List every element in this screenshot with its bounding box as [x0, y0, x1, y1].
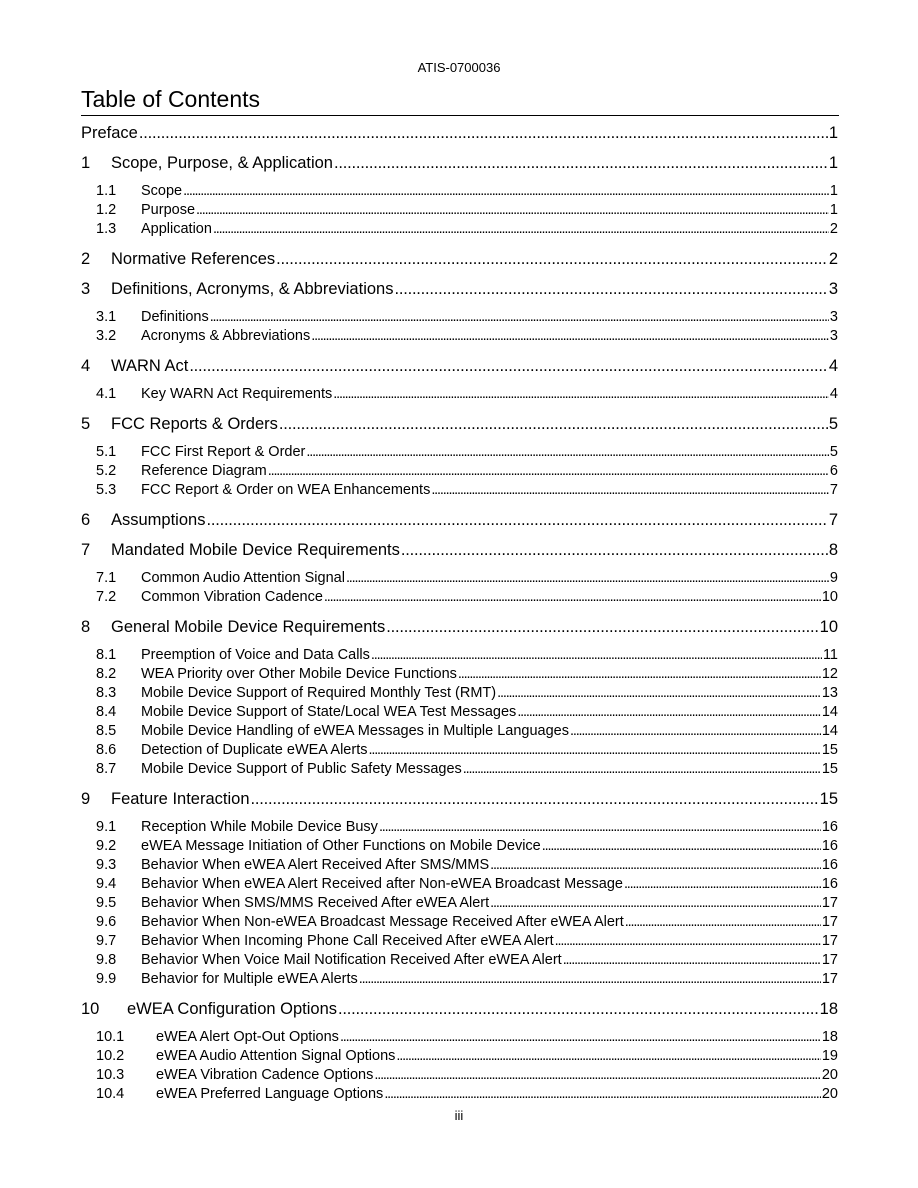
- toc-entry-title: WEA Priority over Other Mobile Device Functions: [141, 666, 457, 682]
- dot-leader: [268, 463, 829, 479]
- dot-leader: [371, 647, 822, 663]
- toc-subsection-entry[interactable]: [81, 221, 838, 240]
- toc-entry-page-number: 1: [829, 202, 838, 218]
- toc-section-entry[interactable]: [81, 250, 838, 272]
- page-number-footer: iii: [454, 1108, 464, 1123]
- toc-subsection-entry[interactable]: [81, 386, 838, 405]
- toc-entry-page-number: 16: [821, 819, 838, 835]
- toc-entry-title: eWEA Audio Attention Signal Options: [156, 1048, 396, 1064]
- toc-entry-title: Detection of Duplicate eWEA Alerts: [141, 742, 368, 758]
- toc-subsection-entry[interactable]: [81, 704, 838, 723]
- toc-entry-number: 3.1: [96, 309, 117, 325]
- toc-entry-page-number: 3: [828, 280, 838, 298]
- toc-entry-number: 8.7: [96, 761, 117, 777]
- dot-leader: [279, 415, 828, 434]
- toc-entry-number: 9.8: [96, 952, 117, 968]
- toc-entry-number: 5.3: [96, 482, 117, 498]
- dot-leader: [379, 819, 821, 835]
- dot-leader: [497, 685, 821, 701]
- document-id-header: ATIS-0700036: [417, 60, 501, 75]
- toc-entry-title: eWEA Vibration Cadence Options: [156, 1067, 374, 1083]
- toc-subsection-entry[interactable]: [81, 742, 838, 761]
- dot-leader: [334, 154, 828, 173]
- dot-leader: [374, 1067, 821, 1083]
- toc-entry-page-number: 14: [821, 704, 838, 720]
- dot-leader: [276, 250, 828, 269]
- dot-leader: [359, 971, 821, 987]
- toc-entry-number: 9.2: [96, 838, 117, 854]
- toc-subsection-entry[interactable]: [81, 857, 838, 876]
- toc-entry-title: Common Vibration Cadence: [141, 589, 323, 605]
- toc-entry-page-number: 13: [821, 685, 838, 701]
- toc-subsection-entry[interactable]: [81, 819, 838, 838]
- toc-entry-page-number: 18: [821, 1029, 838, 1045]
- toc-subsection-entry[interactable]: [81, 463, 838, 482]
- toc-entry-number: 9.5: [96, 895, 117, 911]
- toc-entry-page-number: 11: [822, 647, 838, 663]
- toc-section-entry[interactable]: [81, 357, 838, 379]
- dot-leader: [490, 857, 821, 873]
- toc-entry-page-number: 1: [828, 154, 838, 172]
- toc-section-entry[interactable]: [81, 618, 838, 640]
- toc-entry-title: Definitions: [141, 309, 209, 325]
- toc-entry-number: 9.6: [96, 914, 117, 930]
- toc-entry-page-number: 10: [819, 618, 838, 636]
- toc-subsection-entry[interactable]: [81, 1029, 838, 1048]
- toc-entry-number: 3: [81, 280, 91, 298]
- toc-entry-number: 5: [81, 415, 91, 433]
- dot-leader: [196, 202, 829, 218]
- toc-entry-page-number: 12: [821, 666, 838, 682]
- toc-entry-title: Preface: [81, 124, 138, 142]
- toc-entry-title: Behavior When Non-eWEA Broadcast Message Received After eWEA Alert: [141, 914, 624, 930]
- toc-entry-page-number: 8: [828, 541, 838, 559]
- toc-subsection-entry[interactable]: [81, 933, 838, 952]
- toc-entry-page-number: 15: [821, 761, 838, 777]
- toc-entry-number: 5.2: [96, 463, 117, 479]
- toc-subsection-entry[interactable]: [81, 482, 838, 501]
- toc-entry-number: 9.9: [96, 971, 117, 987]
- toc-entry-page-number: 7: [828, 511, 838, 529]
- dot-leader: [624, 876, 821, 892]
- toc-entry-title: Mobile Device Support of State/Local WEA Test Messages: [141, 704, 517, 720]
- dot-leader: [386, 618, 818, 637]
- toc-entry-title: General Mobile Device Requirements: [111, 618, 386, 636]
- toc-entry-number: 6: [81, 511, 91, 529]
- toc-entry-title: eWEA Alert Opt-Out Options: [156, 1029, 339, 1045]
- toc-entry-page-number: 19: [821, 1048, 838, 1064]
- dot-leader: [139, 124, 828, 143]
- toc-entry-page-number: 10: [821, 589, 838, 605]
- toc-entry-title: Preemption of Voice and Data Calls: [141, 647, 370, 663]
- dot-leader: [555, 933, 821, 949]
- toc-entry-title: Behavior When eWEA Alert Received after Non-eWEA Broadcast Message: [141, 876, 623, 892]
- toc-entry-title: eWEA Message Initiation of Other Functions on Mobile Device: [141, 838, 541, 854]
- toc-subsection-entry[interactable]: [81, 183, 838, 202]
- toc-entry-page-number: 14: [821, 723, 838, 739]
- toc-subsection-entry[interactable]: [81, 570, 838, 589]
- toc-entry-number: 3.2: [96, 328, 117, 344]
- toc-subsection-entry[interactable]: [81, 685, 838, 704]
- toc-entry-page-number: 17: [821, 933, 838, 949]
- toc-entry-page-number: 9: [829, 570, 838, 586]
- toc-subsection-entry[interactable]: [81, 761, 838, 780]
- toc-entry-number: 1.2: [96, 202, 117, 218]
- dot-leader: [431, 482, 829, 498]
- toc-section-entry[interactable]: [81, 415, 838, 437]
- dot-leader: [311, 328, 829, 344]
- toc-entry-title: eWEA Preferred Language Options: [156, 1086, 384, 1102]
- toc-section-entry[interactable]: [81, 541, 838, 563]
- toc-entry-title: Purpose: [141, 202, 196, 218]
- toc-entry-title: eWEA Configuration Options: [127, 1000, 338, 1018]
- toc-entry-number: 8.5: [96, 723, 117, 739]
- dot-leader: [306, 444, 829, 460]
- toc-entry-page-number: 17: [821, 971, 838, 987]
- toc-entry-title: Mobile Device Support of Public Safety Messages: [141, 761, 462, 777]
- dot-leader: [324, 589, 821, 605]
- toc-entry-number: 1.1: [96, 183, 117, 199]
- toc-subsection-entry[interactable]: [81, 444, 838, 463]
- dot-leader: [563, 952, 821, 968]
- toc-entry-number: 10: [81, 1000, 100, 1018]
- toc-subsection-entry[interactable]: [81, 952, 838, 971]
- toc-entry-title: Scope: [141, 183, 183, 199]
- toc-entry-page-number: 17: [821, 914, 838, 930]
- dot-leader: [384, 1086, 821, 1102]
- toc-section-entry[interactable]: [81, 1000, 838, 1022]
- toc-entry-page-number: 2: [829, 221, 838, 237]
- toc-entry-title: Behavior When Incoming Phone Call Received After eWEA Alert: [141, 933, 554, 949]
- toc-entry-page-number: 17: [821, 952, 838, 968]
- dot-leader: [189, 357, 828, 376]
- toc-entry-number: 9.7: [96, 933, 117, 949]
- toc-entry-number: 10.3: [96, 1067, 125, 1083]
- toc-subsection-entry[interactable]: [81, 328, 838, 347]
- toc-entry-title: Reference Diagram: [141, 463, 267, 479]
- toc-entry-page-number: 4: [829, 386, 838, 402]
- dot-leader: [394, 280, 827, 299]
- dot-leader: [206, 511, 827, 530]
- toc-entry-page-number: 16: [821, 857, 838, 873]
- toc-entry-number: 8.3: [96, 685, 117, 701]
- toc-subsection-entry[interactable]: [81, 1086, 838, 1105]
- toc-entry-title: Behavior When Voice Mail Notification Received After eWEA Alert: [141, 952, 562, 968]
- toc-entry-title: Mobile Device Support of Required Monthly Test (RMT): [141, 685, 497, 701]
- dot-leader: [333, 386, 829, 402]
- toc-section-entry[interactable]: [81, 511, 838, 533]
- toc-entry-number: 1.3: [96, 221, 117, 237]
- dot-leader: [346, 570, 829, 586]
- toc-entry-number: 9.3: [96, 857, 117, 873]
- toc-entry-title: Key WARN Act Requirements: [141, 386, 333, 402]
- toc-subsection-entry[interactable]: [81, 914, 838, 933]
- toc-entry-number: 8.6: [96, 742, 117, 758]
- toc-entry-page-number: 6: [829, 463, 838, 479]
- toc-entry-page-number: 20: [821, 1067, 838, 1083]
- dot-leader: [251, 790, 819, 809]
- toc-entry-title: FCC First Report & Order: [141, 444, 306, 460]
- toc-entry-page-number: 3: [829, 309, 838, 325]
- toc-entry-title: Behavior for Multiple eWEA Alerts: [141, 971, 358, 987]
- toc-section-entry[interactable]: [81, 790, 838, 812]
- toc-entry-number: 4.1: [96, 386, 117, 402]
- toc-entry-number: 8: [81, 618, 91, 636]
- toc-entry-number: 9: [81, 790, 91, 808]
- toc-entry-page-number: 7: [829, 482, 838, 498]
- toc-entry-page-number: 18: [819, 1000, 838, 1018]
- dot-leader: [338, 1000, 819, 1019]
- toc-entry-page-number: 3: [829, 328, 838, 344]
- toc-subsection-entry[interactable]: [81, 309, 838, 328]
- dot-leader: [542, 838, 821, 854]
- toc-entry-title: FCC Reports & Orders: [111, 415, 278, 433]
- dot-leader: [625, 914, 821, 930]
- toc-entry-page-number: 15: [819, 790, 838, 808]
- toc-subsection-entry[interactable]: [81, 202, 838, 221]
- dot-leader: [368, 742, 820, 758]
- toc-entry-page-number: 2: [828, 250, 838, 268]
- toc-entry-number: 9.4: [96, 876, 117, 892]
- toc-subsection-entry[interactable]: [81, 666, 838, 685]
- toc-entry-number: 10.2: [96, 1048, 125, 1064]
- toc-entry-title: Definitions, Acronyms, & Abbreviations: [111, 280, 394, 298]
- toc-entry-number: 1: [81, 154, 91, 172]
- toc-entry-number: 8.2: [96, 666, 117, 682]
- toc-entry-number: 10.4: [96, 1086, 125, 1102]
- toc-entry-page-number: 17: [821, 895, 838, 911]
- dot-leader: [340, 1029, 821, 1045]
- dot-leader: [213, 221, 829, 237]
- toc-subsection-entry[interactable]: [81, 723, 838, 742]
- toc-entry-title: Behavior When SMS/MMS Received After eWEA Alert: [141, 895, 490, 911]
- toc-subsection-entry[interactable]: [81, 1067, 838, 1086]
- toc-entry-page-number: 1: [829, 183, 838, 199]
- toc-entry-number: 9.1: [96, 819, 117, 835]
- toc-entry-title: Reception While Mobile Device Busy: [141, 819, 378, 835]
- toc-entry-page-number: 16: [821, 876, 838, 892]
- toc-entry-title: Normative References: [111, 250, 276, 268]
- toc-subsection-entry[interactable]: [81, 589, 838, 608]
- toc-entry-page-number: 5: [828, 415, 838, 433]
- toc-entry-title: Feature Interaction: [111, 790, 250, 808]
- toc-entry-title: Acronyms & Abbreviations: [141, 328, 311, 344]
- toc-entry-number: 2: [81, 250, 91, 268]
- toc-entry-title: Behavior When eWEA Alert Received After SMS/MMS: [141, 857, 490, 873]
- toc-entry-title: WARN Act: [111, 357, 189, 375]
- toc-entry-page-number: 20: [821, 1086, 838, 1102]
- toc-subsection-entry[interactable]: [81, 876, 838, 895]
- dot-leader: [463, 761, 821, 777]
- toc-entry-title: Scope, Purpose, & Application: [111, 154, 333, 172]
- toc-entry-page-number: 5: [829, 444, 838, 460]
- toc-entry-number: 4: [81, 357, 91, 375]
- toc-subsection-entry[interactable]: [81, 971, 838, 990]
- toc-subsection-entry[interactable]: [81, 838, 838, 857]
- dot-leader: [517, 704, 821, 720]
- dot-leader: [490, 895, 821, 911]
- dot-leader: [458, 666, 821, 682]
- dot-leader: [183, 183, 829, 199]
- toc-entry-page-number: 16: [821, 838, 838, 854]
- toc-entry-number: 7.1: [96, 570, 117, 586]
- toc-entry-number: 10.1: [96, 1029, 125, 1045]
- toc-entry-number: 5.1: [96, 444, 117, 460]
- toc-section-entry[interactable]: [81, 124, 838, 146]
- toc-entry-number: 8.4: [96, 704, 117, 720]
- dot-leader: [401, 541, 828, 560]
- dot-leader: [396, 1048, 820, 1064]
- toc-entry-title: Mobile Device Handling of eWEA Messages in Multiple Languages: [141, 723, 569, 739]
- page-title: Table of Contents: [81, 85, 839, 116]
- toc-subsection-entry[interactable]: [81, 1048, 838, 1067]
- toc-entry-title: FCC Report & Order on WEA Enhancements: [141, 482, 431, 498]
- toc-subsection-entry[interactable]: [81, 647, 838, 666]
- toc-entry-number: 7.2: [96, 589, 117, 605]
- toc-entry-number: 7: [81, 541, 91, 559]
- dot-leader: [570, 723, 821, 739]
- toc-subsection-entry[interactable]: [81, 895, 838, 914]
- toc-section-entry[interactable]: [81, 154, 838, 176]
- toc-entry-page-number: 4: [828, 357, 838, 375]
- toc-entry-page-number: 15: [821, 742, 838, 758]
- toc-entry-title: Application: [141, 221, 212, 237]
- toc-entry-page-number: 1: [828, 124, 838, 142]
- toc-entry-title: Assumptions: [111, 511, 206, 529]
- toc-entry-number: 8.1: [96, 647, 117, 663]
- toc-entry-title: Mandated Mobile Device Requirements: [111, 541, 400, 559]
- dot-leader: [210, 309, 829, 325]
- toc-section-entry[interactable]: [81, 280, 838, 302]
- toc-entry-title: Common Audio Attention Signal: [141, 570, 345, 586]
